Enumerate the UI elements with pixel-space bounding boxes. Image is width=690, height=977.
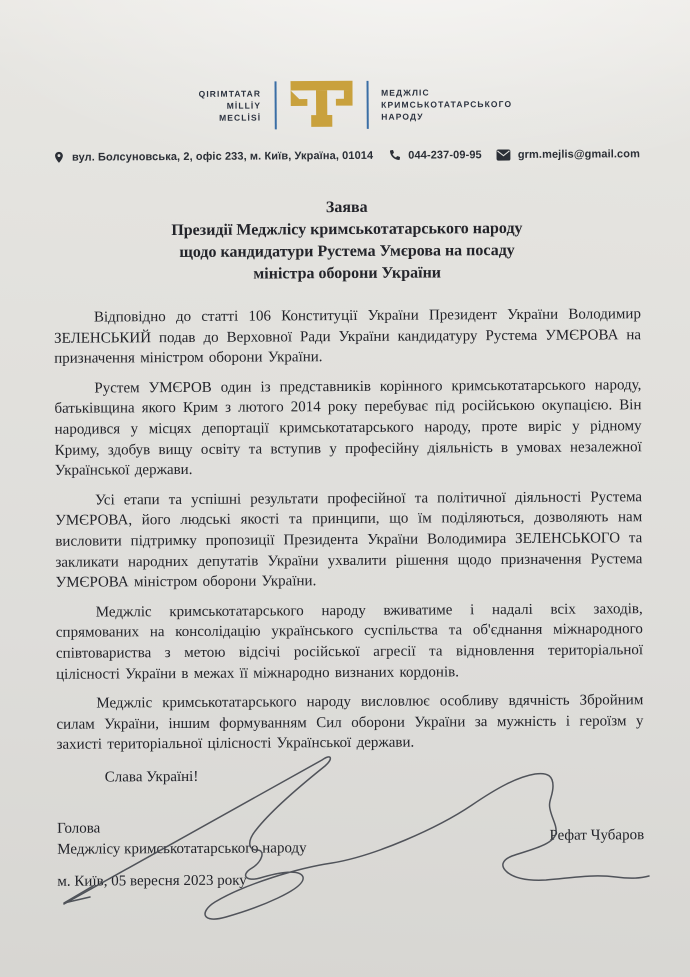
tamga-shape: [290, 81, 352, 127]
letterhead: [52, 74, 639, 136]
envelope-icon: [496, 148, 511, 160]
org-cyrillic-line: МЕДЖЛІС: [381, 87, 430, 98]
title-line: Заява: [325, 198, 368, 217]
paragraph: Відповідно до статті 106 Конституції України Президент України Володимир ЗЕЛЕНСЬКИЙ подав до Верховної Ради України кандидатуру Рустема УМЄРОВА на призначення міністром оборони України.: [54, 306, 642, 367]
email-text: grm.mejlis@gmail.com: [517, 147, 640, 161]
paragraph: Меджліс кримськотатарського народу вживатиме і надалі всіх заходів, спрямованих на консолідацію українського суспільства та об'єднання міжнародного співтовариства з метою відсічі російської агресії та відновлення територіальної цілісності України в межах її міжнародно визнаних кордонів.: [55, 600, 644, 683]
phone-item: [387, 148, 482, 163]
title-line: щодо кандидатури Рустема Умєрова на посаду: [179, 241, 515, 262]
tamga-logo-icon: [289, 80, 353, 130]
signer-position-line: Голова: [57, 820, 101, 837]
address-item: [53, 148, 373, 165]
title-line: Президії Меджлісу кримськотатарського народу: [171, 219, 523, 240]
paragraph: Меджліс кримськотатарського народу висловлює особливу вдячність Збройним силам України, іншим формуванням Сил оборони України за мужність і героїзм у захисті територіальної цілісності Української держави.: [56, 692, 644, 754]
signer-position: [57, 817, 307, 861]
org-name-latin: [143, 88, 261, 125]
phone-text: 044-237-09-95: [408, 148, 482, 162]
org-latin-line: MECLİSİ: [219, 112, 262, 123]
letterhead-divider-right: [366, 81, 368, 129]
signer-position-line: Меджлісу кримськотатарського народу: [57, 840, 307, 858]
document-body: [54, 304, 644, 755]
letterhead-divider-left: [274, 81, 276, 129]
paragraph: Усі етапи та успішні результати професійної та політичної діяльності Рустема УМЄРОВА, його людські якості та принципи, що їм поділяються, дозволяють нам висловити підтримку пропозиції Президента України Володимира ЗЕЛЕНСЬКОГО та закликати народних депутатів України ухвалити рішення щодо призначення Рустема УМЄРОВА міністром оборони України.: [55, 488, 643, 591]
org-cyrillic-line: КРИМСЬКОТАТАРСЬКОГО: [381, 98, 513, 110]
org-latin-line: MİLLİY: [226, 100, 262, 111]
date-place-line: м. Київ, 05 вересня 2023 року: [57, 872, 247, 890]
org-latin-line: QIRIMTATAR: [198, 88, 262, 99]
org-name-cyrillic: [381, 86, 549, 123]
paragraph: Рустем УМЄРОВ один із представників корінного кримськотатарського народу, батьківщина якого Крим з лютого 2014 року перебуває під російською окупацією. Він народився у місцях депортації кримськотатарського народу, проте виріс у рідному Криму, здобув вищу освіту та вступив у професійну діяльність в умовах незалежної Української держави.: [54, 376, 642, 479]
salute-line: Слава Україні!: [104, 768, 199, 786]
signature-block: [57, 815, 644, 861]
org-cyrillic-line: НАРОДУ: [381, 111, 424, 122]
title-line: міністра оборони України: [253, 264, 442, 283]
location-pin-icon: [53, 150, 65, 165]
signer-name: Рефат Чубаров: [549, 827, 645, 845]
contact-row: [53, 146, 640, 165]
phone-handset-icon: [387, 148, 401, 162]
document-title: [53, 195, 641, 287]
email-item: [496, 148, 640, 161]
address-text: вул. Болсуновська, 2, офіс 233, м. Київ, Україна, 01014: [71, 149, 374, 164]
